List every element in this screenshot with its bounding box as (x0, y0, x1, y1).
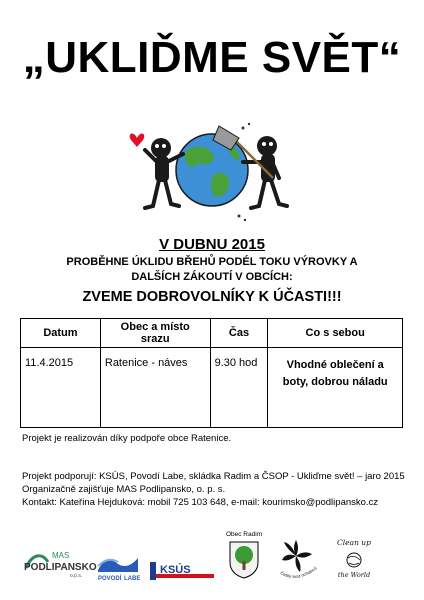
event-description: PROBĚHNE ÚKLIDU BŘEHŮ PODÉL TOKU VÝROVKY A DALŠÍCH ZÁKOUTÍ V OBCÍCH: (66, 256, 358, 283)
table-header-row (21, 319, 403, 348)
svg-text:the World: the World (337, 571, 371, 579)
poster-title: „UKLIĎME SVĚT“ (22, 33, 402, 82)
povodi-labe-logo (96, 550, 140, 582)
svg-text:Český svaz ochránců přírody: Český svaz ochránců (279, 565, 318, 579)
volunteer-invitation: ZVEME DOBROVOLNÍKY K ÚČASTI!!! (82, 289, 342, 305)
header-date: Datum (21, 319, 101, 348)
cell-date: 11.4.2015 (21, 348, 101, 428)
credits-block (22, 470, 405, 509)
cell-place: Ratenice - náves (100, 348, 210, 428)
header-time: Čas (210, 319, 268, 348)
ksus-logo (150, 560, 214, 582)
cell-bring: Vhodné oblečení a boty, dobrou náladu (268, 348, 403, 428)
csop-logo (274, 536, 322, 580)
svg-text:LABE: LABE (124, 576, 141, 582)
table-row (21, 348, 403, 428)
support-note: Projekt je realizován díky podpoře obce Ratenice. (22, 433, 232, 444)
credits-contact: Kontakt: Kateřina Hejduková: mobil 725 103 648, e-mail: kourimsko@podlipansko.cz (22, 497, 379, 508)
svg-text:o.p.s.: o.p.s. (70, 573, 83, 579)
svg-text:KSÚS: KSÚS (160, 564, 191, 576)
svg-text:Clean up: Clean up (337, 538, 371, 547)
obec-radim-logo (224, 528, 264, 580)
mas-podlipansko-logo (22, 546, 97, 580)
header-bring: Co s sebou (268, 319, 403, 348)
heart-icon (130, 134, 145, 147)
earth-globe (176, 134, 248, 206)
credits-supporters: Projekt podporují: KSÚS, Povodí Labe, skládka Radim a ČSOP - Ukliďme svět! – jaro 2015 (22, 471, 405, 482)
credits-organizer: Organizačně zajišťuje MAS Podlipansko, o. p. s. (22, 484, 226, 495)
cell-time: 9.30 hod (210, 348, 268, 428)
svg-text:MAS: MAS (52, 551, 70, 560)
svg-text:POVODÍ: POVODÍ (98, 576, 122, 582)
schedule-table (20, 318, 403, 428)
header-place: Obec a místo srazu (100, 319, 210, 348)
svg-text:Obec Radim: Obec Radim (225, 531, 263, 538)
clean-up-the-world-logo (334, 536, 374, 580)
svg-text:PODLIPANSKO: PODLIPANSKO (24, 562, 97, 573)
event-month: V DUBNU 2015 (159, 236, 265, 253)
cleanup-illustration (127, 120, 297, 230)
